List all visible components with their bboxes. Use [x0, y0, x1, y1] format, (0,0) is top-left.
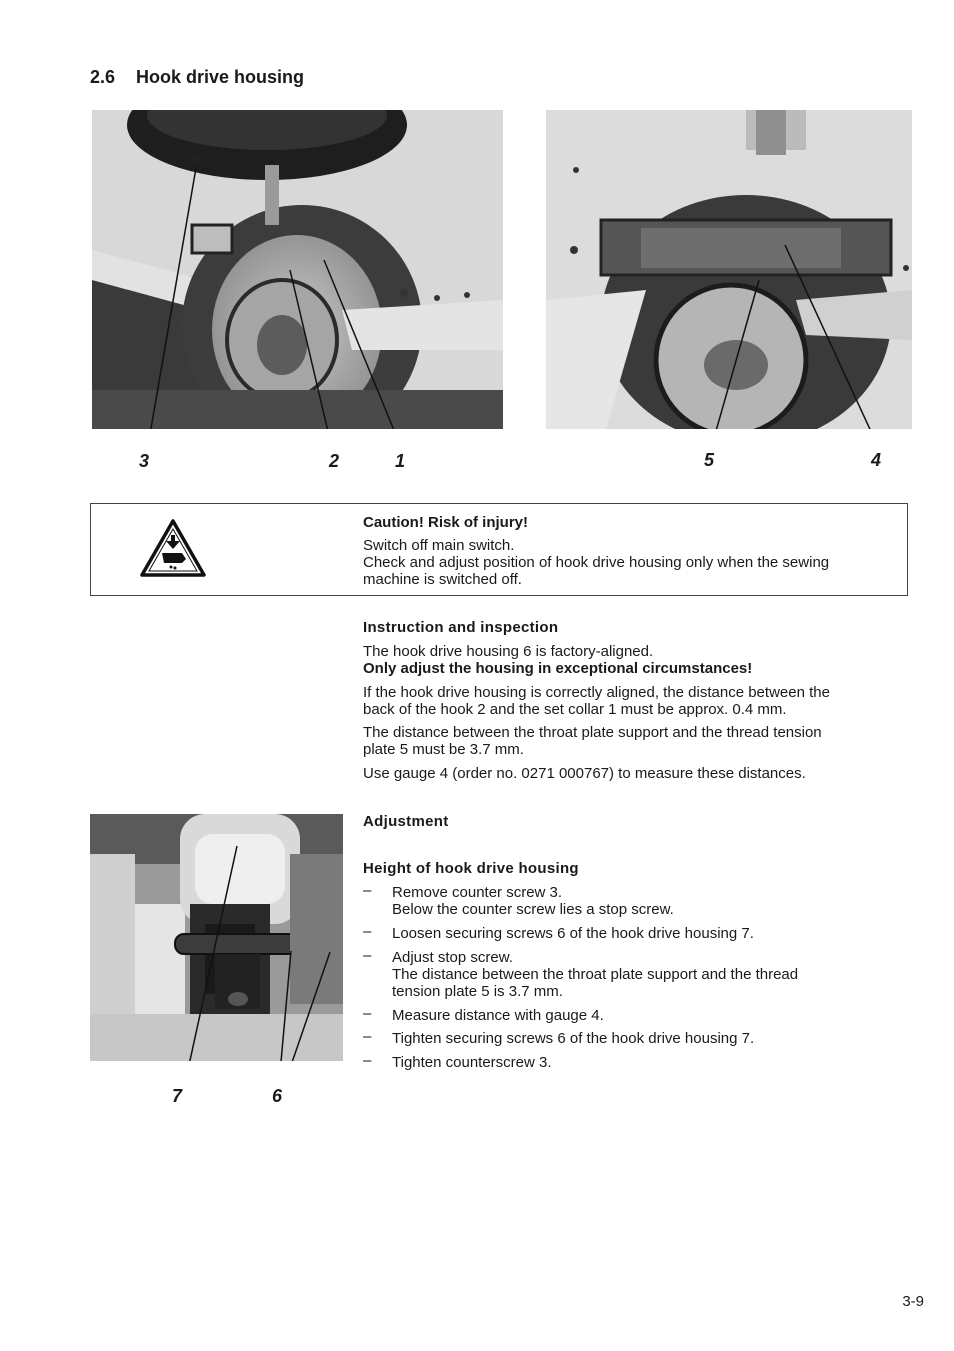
callout-3: 3	[139, 451, 150, 471]
caution-line-1: Switch off main switch.	[363, 537, 515, 554]
page-number: 3-9	[902, 1293, 924, 1310]
step-2-line1: Loosen securing screws 6 of the hook drive housing 7.	[392, 925, 754, 942]
step-dash: –	[363, 1028, 372, 1045]
caution-title: Caution! Risk of injury!	[363, 514, 528, 531]
step-6-line1: Tighten counterscrew 3.	[392, 1054, 552, 1071]
step-5-line1: Tighten securing screws 6 of the hook drive housing 7.	[392, 1030, 755, 1047]
callout-4: 4	[871, 450, 882, 470]
step-3-line2: The distance between the throat plate support and the thread	[392, 966, 799, 983]
section-title: Hook drive housing	[136, 67, 305, 87]
step-dash: –	[363, 947, 372, 964]
section-heading	[90, 67, 304, 88]
photo-hook-top-view	[92, 110, 503, 429]
instruction-heading: Instruction and inspection	[363, 619, 559, 636]
step-3-line3: tension plate 5 is 3.7 mm.	[392, 983, 563, 1000]
instruction-p4: Use gauge 4 (order no. 0271 000767) to measure these distances.	[363, 765, 806, 782]
adjustment-subheading: Height of hook drive housing	[363, 860, 579, 877]
step-dash: –	[363, 882, 372, 899]
callout-2: 2	[329, 451, 340, 471]
step-3-line1: Adjust stop screw.	[392, 949, 513, 966]
caution-line-2: Check and adjust position of hook drive housing only when the sewing	[363, 554, 830, 571]
step-dash: –	[363, 1005, 372, 1022]
callout-5: 5	[704, 450, 715, 470]
instruction-p3-line2: plate 5 must be 3.7 mm.	[363, 741, 524, 758]
instruction-p3-line1: The distance between the throat plate support and the thread tension	[363, 724, 822, 741]
instruction-p1-bold: Only adjust the housing in exceptional circumstances!	[363, 660, 753, 677]
step-1-line1: Remove counter screw 3.	[392, 884, 563, 901]
hand-injury-warning-icon	[140, 519, 206, 577]
caution-line-3: machine is switched off.	[363, 571, 522, 588]
instruction-p2-line1: If the hook drive housing is correctly aligned, the distance between the	[363, 684, 830, 701]
photo-gauge-on-hook	[546, 110, 912, 429]
adjustment-heading: Adjustment	[363, 813, 449, 830]
instruction-p1: The hook drive housing 6 is factory-aligned.	[363, 643, 654, 660]
step-1-line2: Below the counter screw lies a stop screw.	[392, 901, 674, 918]
instruction-p2-line2: back of the hook 2 and the set collar 1 must be approx. 0.4 mm.	[363, 701, 787, 718]
step-dash: –	[363, 1052, 372, 1069]
photo-hook-drive-housing	[90, 814, 343, 1061]
section-number: 2.6	[90, 67, 116, 87]
callout-1: 1	[395, 451, 406, 471]
callout-6: 6	[272, 1086, 283, 1106]
callout-7: 7	[172, 1086, 183, 1106]
step-dash: –	[363, 923, 372, 940]
step-4-line1: Measure distance with gauge 4.	[392, 1007, 604, 1024]
